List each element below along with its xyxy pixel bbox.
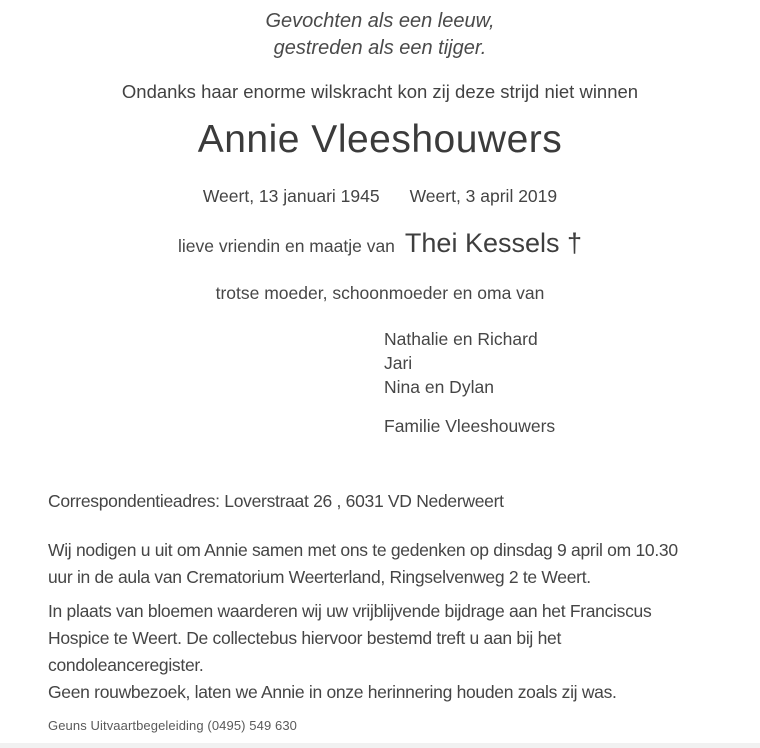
family-signature: Familie Vleeshouwers — [384, 416, 556, 436]
family-members-list — [384, 327, 538, 399]
family-member: Nathalie en Richard — [384, 329, 538, 349]
memorial-invitation: Wij nodigen u uit om Annie samen met ons te gedenken op dinsdag 9 april om 10.30 uur in de aula van Crematorium Weerterland, Ringselvenweg 2 te Weert. — [48, 540, 678, 587]
family-intro: trotse moeder, schoonmoeder en oma van — [215, 283, 545, 303]
deceased-name: Annie Vleeshouwers — [197, 118, 563, 161]
funeral-home-credit: Geuns Uitvaartbegeleiding (0495) 549 630 — [48, 718, 298, 733]
donation-request: In plaats van bloemen waarderen wij uw vrijblijvende bijdrage aan het Franciscus Hospice te Weert. De collectebus hiervoor bestemd treft u aan bij het condoleanceregister. — [48, 601, 652, 675]
partner-prefix: lieve vriendin en maatje van — [177, 236, 395, 256]
epigraph-line-1: Gevochten als een leeuw, — [265, 10, 495, 32]
epigraph — [0, 8, 760, 62]
partner-line — [0, 228, 760, 259]
family-member: Nina en Dylan — [384, 377, 494, 397]
epigraph-line-2: gestreden als een tijger. — [273, 37, 487, 59]
family-member: Jari — [384, 353, 413, 373]
intro-line: Ondanks haar enorme wilskracht kon zij deze strijd niet winnen — [121, 81, 639, 102]
partner-name: Thei Kessels † — [404, 228, 583, 258]
birth-date: Weert, 13 januari 1945 — [202, 186, 380, 206]
birth-death-dates — [0, 186, 760, 207]
closing-line: Geen rouwbezoek, laten we Annie in onze herinnering houden zoals zij was. — [48, 682, 617, 702]
scan-bottom-edge — [0, 743, 760, 748]
correspondence-address: Correspondentieadres: Loverstraat 26 , 6031 VD Nederweert — [48, 491, 504, 511]
death-date: Weert, 3 april 2019 — [409, 186, 558, 206]
